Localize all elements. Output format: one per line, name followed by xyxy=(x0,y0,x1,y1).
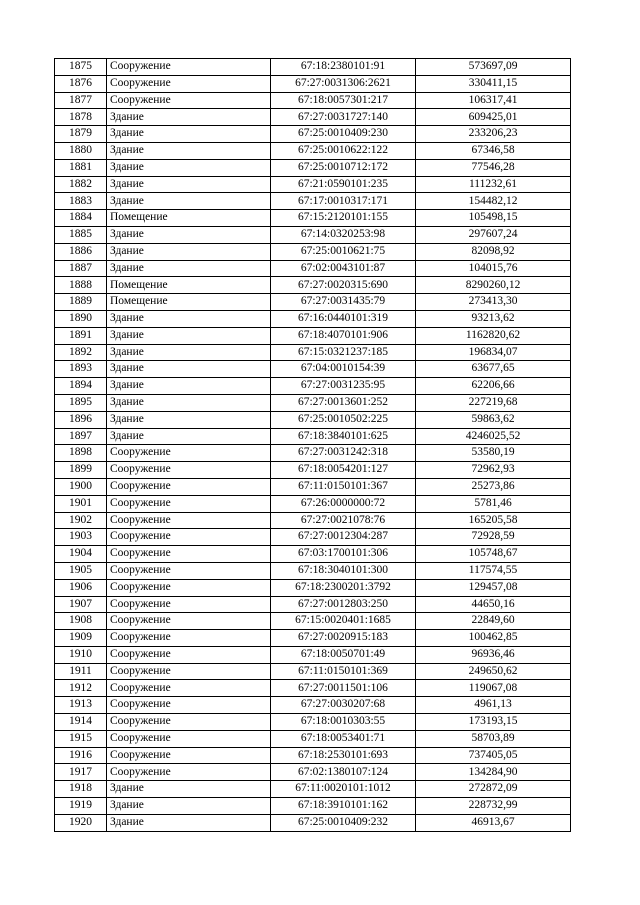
cadastral-number-cell: 67:11:0150101:367 xyxy=(271,478,416,495)
value-cell: 1162820,62 xyxy=(416,327,571,344)
row-number-cell: 1915 xyxy=(55,730,107,747)
row-number-cell: 1877 xyxy=(55,92,107,109)
table-row xyxy=(55,92,571,109)
row-number-cell: 1892 xyxy=(55,344,107,361)
cadastral-number-cell: 67:25:0010712:172 xyxy=(271,159,416,176)
cadastral-number-cell: 67:02:1380107:124 xyxy=(271,764,416,781)
cadastral-number-cell: 67:18:4070101:906 xyxy=(271,327,416,344)
table-row xyxy=(55,596,571,613)
value-cell: 249650,62 xyxy=(416,663,571,680)
object-type-cell: Здание xyxy=(107,193,271,210)
object-type-cell: Здание xyxy=(107,176,271,193)
row-number-cell: 1906 xyxy=(55,579,107,596)
object-type-cell: Сооружение xyxy=(107,630,271,647)
table-row xyxy=(55,277,571,294)
cadastral-number-cell: 67:18:3910101:162 xyxy=(271,798,416,815)
cadastral-number-cell: 67:16:0440101:319 xyxy=(271,310,416,327)
row-number-cell: 1890 xyxy=(55,310,107,327)
table-row xyxy=(55,193,571,210)
table-row xyxy=(55,697,571,714)
table-row xyxy=(55,226,571,243)
value-cell: 25273,86 xyxy=(416,478,571,495)
table-row xyxy=(55,260,571,277)
value-cell: 4246025,52 xyxy=(416,428,571,445)
value-cell: 62206,66 xyxy=(416,378,571,395)
table-row xyxy=(55,764,571,781)
object-type-cell: Здание xyxy=(107,159,271,176)
cadastral-number-cell: 67:18:3040101:300 xyxy=(271,562,416,579)
table-row xyxy=(55,210,571,227)
object-type-cell: Здание xyxy=(107,109,271,126)
value-cell: 173193,15 xyxy=(416,714,571,731)
cadastral-number-cell: 67:11:0150101:369 xyxy=(271,663,416,680)
row-number-cell: 1883 xyxy=(55,193,107,210)
object-type-cell: Здание xyxy=(107,327,271,344)
object-type-cell: Сооружение xyxy=(107,579,271,596)
table-row xyxy=(55,546,571,563)
cadastral-number-cell: 67:18:0053401:71 xyxy=(271,730,416,747)
table-row xyxy=(55,478,571,495)
object-type-cell: Сооружение xyxy=(107,529,271,546)
table-row xyxy=(55,714,571,731)
value-cell: 22849,60 xyxy=(416,613,571,630)
table-row xyxy=(55,159,571,176)
cadastral-number-cell: 67:27:0012803:250 xyxy=(271,596,416,613)
object-type-cell: Сооружение xyxy=(107,714,271,731)
object-type-cell: Сооружение xyxy=(107,680,271,697)
object-type-cell: Помещение xyxy=(107,210,271,227)
row-number-cell: 1894 xyxy=(55,378,107,395)
value-cell: 63677,65 xyxy=(416,361,571,378)
value-cell: 105498,15 xyxy=(416,210,571,227)
value-cell: 77546,28 xyxy=(416,159,571,176)
object-type-cell: Сооружение xyxy=(107,546,271,563)
cadastral-number-cell: 67:18:2380101:91 xyxy=(271,59,416,76)
cadastral-number-cell: 67:15:0020401:1685 xyxy=(271,613,416,630)
value-cell: 100462,85 xyxy=(416,630,571,647)
table-row xyxy=(55,562,571,579)
cadastral-number-cell: 67:27:0020315:690 xyxy=(271,277,416,294)
cadastral-number-cell: 67:18:0010303:55 xyxy=(271,714,416,731)
row-number-cell: 1902 xyxy=(55,512,107,529)
cadastral-number-cell: 67:15:0321237:185 xyxy=(271,344,416,361)
cadastral-number-cell: 67:18:2300201:3792 xyxy=(271,579,416,596)
cadastral-number-cell: 67:18:2530101:693 xyxy=(271,747,416,764)
table-row xyxy=(55,378,571,395)
table-row xyxy=(55,680,571,697)
object-type-cell: Сооружение xyxy=(107,646,271,663)
object-type-cell: Здание xyxy=(107,260,271,277)
object-type-cell: Сооружение xyxy=(107,59,271,76)
object-type-cell: Здание xyxy=(107,798,271,815)
table-row xyxy=(55,579,571,596)
cadastral-number-cell: 67:26:0000000:72 xyxy=(271,495,416,512)
row-number-cell: 1878 xyxy=(55,109,107,126)
value-cell: 96936,46 xyxy=(416,646,571,663)
row-number-cell: 1918 xyxy=(55,781,107,798)
value-cell: 165205,58 xyxy=(416,512,571,529)
table-row xyxy=(55,75,571,92)
object-type-cell: Здание xyxy=(107,243,271,260)
cadastral-number-cell: 67:27:0020915:183 xyxy=(271,630,416,647)
cadastral-number-cell: 67:04:0010154:39 xyxy=(271,361,416,378)
object-type-cell: Здание xyxy=(107,378,271,395)
cadastral-number-cell: 67:03:1700101:306 xyxy=(271,546,416,563)
row-number-cell: 1895 xyxy=(55,394,107,411)
value-cell: 111232,61 xyxy=(416,176,571,193)
object-type-cell: Здание xyxy=(107,394,271,411)
row-number-cell: 1914 xyxy=(55,714,107,731)
table-row xyxy=(55,630,571,647)
table-row xyxy=(55,327,571,344)
object-type-cell: Здание xyxy=(107,428,271,445)
row-number-cell: 1898 xyxy=(55,445,107,462)
value-cell: 58703,89 xyxy=(416,730,571,747)
row-number-cell: 1904 xyxy=(55,546,107,563)
value-cell: 228732,99 xyxy=(416,798,571,815)
row-number-cell: 1899 xyxy=(55,462,107,479)
table-row xyxy=(55,344,571,361)
object-type-cell: Здание xyxy=(107,814,271,831)
row-number-cell: 1916 xyxy=(55,747,107,764)
value-cell: 59863,62 xyxy=(416,411,571,428)
row-number-cell: 1913 xyxy=(55,697,107,714)
cadastral-number-cell: 67:14:0320253:98 xyxy=(271,226,416,243)
object-type-cell: Сооружение xyxy=(107,512,271,529)
table-row xyxy=(55,445,571,462)
property-table-body xyxy=(55,59,571,832)
row-number-cell: 1909 xyxy=(55,630,107,647)
object-type-cell: Сооружение xyxy=(107,596,271,613)
table-row xyxy=(55,411,571,428)
value-cell: 134284,90 xyxy=(416,764,571,781)
object-type-cell: Сооружение xyxy=(107,663,271,680)
row-number-cell: 1920 xyxy=(55,814,107,831)
table-row xyxy=(55,613,571,630)
table-row xyxy=(55,730,571,747)
object-type-cell: Здание xyxy=(107,361,271,378)
object-type-cell: Сооружение xyxy=(107,764,271,781)
cadastral-number-cell: 67:27:0031242:318 xyxy=(271,445,416,462)
cadastral-number-cell: 67:25:0010409:232 xyxy=(271,814,416,831)
cadastral-number-cell: 67:27:0031727:140 xyxy=(271,109,416,126)
table-row xyxy=(55,512,571,529)
row-number-cell: 1919 xyxy=(55,798,107,815)
object-type-cell: Здание xyxy=(107,142,271,159)
value-cell: 737405,05 xyxy=(416,747,571,764)
cadastral-number-cell: 67:15:2120101:155 xyxy=(271,210,416,227)
table-row xyxy=(55,798,571,815)
row-number-cell: 1910 xyxy=(55,646,107,663)
table-row xyxy=(55,310,571,327)
cadastral-number-cell: 67:17:0010317:171 xyxy=(271,193,416,210)
row-number-cell: 1897 xyxy=(55,428,107,445)
row-number-cell: 1900 xyxy=(55,478,107,495)
cadastral-number-cell: 67:27:0021078:76 xyxy=(271,512,416,529)
table-row xyxy=(55,462,571,479)
cadastral-number-cell: 67:27:0011501:106 xyxy=(271,680,416,697)
value-cell: 104015,76 xyxy=(416,260,571,277)
value-cell: 297607,24 xyxy=(416,226,571,243)
object-type-cell: Сооружение xyxy=(107,75,271,92)
table-row xyxy=(55,176,571,193)
value-cell: 117574,55 xyxy=(416,562,571,579)
value-cell: 227219,68 xyxy=(416,394,571,411)
row-number-cell: 1888 xyxy=(55,277,107,294)
value-cell: 46913,67 xyxy=(416,814,571,831)
table-row xyxy=(55,142,571,159)
row-number-cell: 1912 xyxy=(55,680,107,697)
row-number-cell: 1881 xyxy=(55,159,107,176)
value-cell: 106317,41 xyxy=(416,92,571,109)
value-cell: 105748,67 xyxy=(416,546,571,563)
table-row xyxy=(55,747,571,764)
table-row xyxy=(55,126,571,143)
table-row xyxy=(55,529,571,546)
row-number-cell: 1879 xyxy=(55,126,107,143)
value-cell: 154482,12 xyxy=(416,193,571,210)
table-row xyxy=(55,361,571,378)
value-cell: 53580,19 xyxy=(416,445,571,462)
table-row xyxy=(55,59,571,76)
row-number-cell: 1907 xyxy=(55,596,107,613)
row-number-cell: 1884 xyxy=(55,210,107,227)
object-type-cell: Сооружение xyxy=(107,445,271,462)
object-type-cell: Здание xyxy=(107,411,271,428)
object-type-cell: Сооружение xyxy=(107,92,271,109)
row-number-cell: 1908 xyxy=(55,613,107,630)
value-cell: 330411,15 xyxy=(416,75,571,92)
object-type-cell: Помещение xyxy=(107,277,271,294)
cadastral-number-cell: 67:27:0030207:68 xyxy=(271,697,416,714)
table-row xyxy=(55,243,571,260)
cadastral-number-cell: 67:25:0010621:75 xyxy=(271,243,416,260)
cadastral-number-cell: 67:21:0590101:235 xyxy=(271,176,416,193)
object-type-cell: Здание xyxy=(107,126,271,143)
cadastral-number-cell: 67:27:0012304:287 xyxy=(271,529,416,546)
table-row xyxy=(55,814,571,831)
value-cell: 273413,30 xyxy=(416,294,571,311)
row-number-cell: 1901 xyxy=(55,495,107,512)
row-number-cell: 1905 xyxy=(55,562,107,579)
row-number-cell: 1886 xyxy=(55,243,107,260)
row-number-cell: 1891 xyxy=(55,327,107,344)
cadastral-number-cell: 67:02:0043101:87 xyxy=(271,260,416,277)
cadastral-number-cell: 67:25:0010409:230 xyxy=(271,126,416,143)
row-number-cell: 1893 xyxy=(55,361,107,378)
row-number-cell: 1882 xyxy=(55,176,107,193)
row-number-cell: 1875 xyxy=(55,59,107,76)
row-number-cell: 1917 xyxy=(55,764,107,781)
value-cell: 4961,13 xyxy=(416,697,571,714)
value-cell: 272872,09 xyxy=(416,781,571,798)
cadastral-number-cell: 67:11:0020101:1012 xyxy=(271,781,416,798)
object-type-cell: Сооружение xyxy=(107,462,271,479)
value-cell: 82098,92 xyxy=(416,243,571,260)
object-type-cell: Сооружение xyxy=(107,613,271,630)
value-cell: 72928,59 xyxy=(416,529,571,546)
value-cell: 233206,23 xyxy=(416,126,571,143)
row-number-cell: 1880 xyxy=(55,142,107,159)
object-type-cell: Здание xyxy=(107,344,271,361)
cadastral-number-cell: 67:27:0031435:79 xyxy=(271,294,416,311)
row-number-cell: 1876 xyxy=(55,75,107,92)
cadastral-number-cell: 67:25:0010622:122 xyxy=(271,142,416,159)
value-cell: 5781,46 xyxy=(416,495,571,512)
value-cell: 44650,16 xyxy=(416,596,571,613)
table-row xyxy=(55,663,571,680)
row-number-cell: 1896 xyxy=(55,411,107,428)
object-type-cell: Здание xyxy=(107,310,271,327)
property-table xyxy=(54,58,571,832)
object-type-cell: Сооружение xyxy=(107,747,271,764)
object-type-cell: Сооружение xyxy=(107,495,271,512)
cadastral-number-cell: 67:18:0054201:127 xyxy=(271,462,416,479)
value-cell: 119067,08 xyxy=(416,680,571,697)
row-number-cell: 1887 xyxy=(55,260,107,277)
row-number-cell: 1911 xyxy=(55,663,107,680)
cadastral-number-cell: 67:18:0057301:217 xyxy=(271,92,416,109)
object-type-cell: Здание xyxy=(107,226,271,243)
cadastral-number-cell: 67:27:0013601:252 xyxy=(271,394,416,411)
object-type-cell: Сооружение xyxy=(107,562,271,579)
row-number-cell: 1889 xyxy=(55,294,107,311)
value-cell: 609425,01 xyxy=(416,109,571,126)
cadastral-number-cell: 67:27:0031306:2621 xyxy=(271,75,416,92)
value-cell: 93213,62 xyxy=(416,310,571,327)
object-type-cell: Сооружение xyxy=(107,478,271,495)
value-cell: 72962,93 xyxy=(416,462,571,479)
table-row xyxy=(55,428,571,445)
row-number-cell: 1885 xyxy=(55,226,107,243)
value-cell: 67346,58 xyxy=(416,142,571,159)
cadastral-number-cell: 67:18:0050701:49 xyxy=(271,646,416,663)
value-cell: 8290260,12 xyxy=(416,277,571,294)
object-type-cell: Сооружение xyxy=(107,697,271,714)
cadastral-number-cell: 67:18:3840101:625 xyxy=(271,428,416,445)
object-type-cell: Сооружение xyxy=(107,730,271,747)
table-row xyxy=(55,781,571,798)
value-cell: 573697,09 xyxy=(416,59,571,76)
object-type-cell: Здание xyxy=(107,781,271,798)
object-type-cell: Помещение xyxy=(107,294,271,311)
value-cell: 196834,07 xyxy=(416,344,571,361)
table-row xyxy=(55,646,571,663)
table-row xyxy=(55,394,571,411)
table-row xyxy=(55,109,571,126)
table-row xyxy=(55,495,571,512)
cadastral-number-cell: 67:25:0010502:225 xyxy=(271,411,416,428)
cadastral-number-cell: 67:27:0031235:95 xyxy=(271,378,416,395)
value-cell: 129457,08 xyxy=(416,579,571,596)
row-number-cell: 1903 xyxy=(55,529,107,546)
table-row xyxy=(55,294,571,311)
